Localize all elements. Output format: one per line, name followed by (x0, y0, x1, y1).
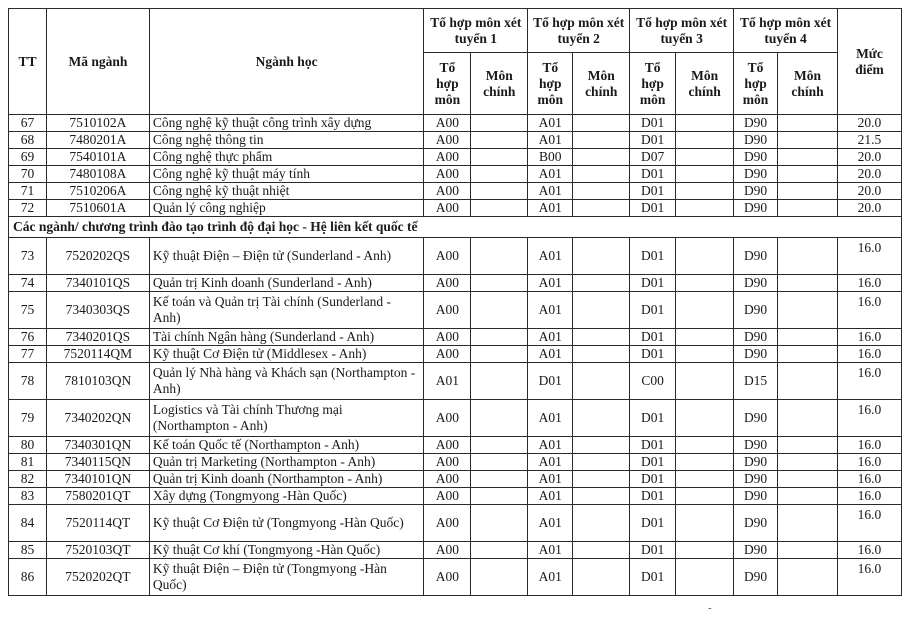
row-mon-chinh-3 (676, 363, 734, 400)
row-to-hop-1: A00 (424, 183, 471, 200)
row-to-hop-3: D01 (630, 400, 676, 437)
section-title: Các ngành/ chương trình đào tạo trình độ đại học - Hệ liên kết quốc tế (9, 217, 902, 238)
row-mon-chinh-4 (778, 346, 838, 363)
row-to-hop-2: A01 (528, 275, 573, 292)
row-to-hop-3: D01 (630, 166, 676, 183)
row-to-hop-2: A01 (528, 132, 573, 149)
row-mon-chinh-3 (676, 400, 734, 437)
row-to-hop-1: A00 (424, 471, 471, 488)
row-to-hop-3: D01 (630, 542, 676, 559)
row-nganh-hoc: Xây dựng (Tongmyong -Hàn Quốc) (149, 488, 424, 505)
row-ma-nganh: 7520114QM (46, 346, 149, 363)
table-row (9, 115, 902, 132)
row-tt: 78 (9, 363, 47, 400)
header-to-hop-mon-3: Tổ hợp môn (630, 53, 676, 115)
row-to-hop-3: D01 (630, 238, 676, 275)
header-group-3: Tổ hợp môn xét tuyển 3 (630, 9, 734, 53)
table-row (9, 275, 902, 292)
row-to-hop-1: A00 (424, 488, 471, 505)
row-to-hop-2: B00 (528, 149, 573, 166)
row-nganh-hoc: Công nghệ thông tin (149, 132, 424, 149)
row-tt: 84 (9, 505, 47, 542)
row-to-hop-1: A00 (424, 542, 471, 559)
row-to-hop-3: D01 (630, 115, 676, 132)
row-mon-chinh-3 (676, 329, 734, 346)
header-mon-chinh-2: Môn chính (573, 53, 630, 115)
row-to-hop-3: C00 (630, 363, 676, 400)
table-row (9, 471, 902, 488)
table-row (9, 542, 902, 559)
header-group-1: Tổ hợp môn xét tuyển 1 (424, 9, 528, 53)
row-tt: 67 (9, 115, 47, 132)
row-muc-diem: 16.0 (837, 471, 901, 488)
row-mon-chinh-3 (676, 292, 734, 329)
row-mon-chinh-2 (573, 437, 630, 454)
row-tt: 83 (9, 488, 47, 505)
row-to-hop-3: D01 (630, 437, 676, 454)
header-tt: TT (9, 9, 47, 115)
row-to-hop-3: D01 (630, 292, 676, 329)
row-mon-chinh-1 (471, 329, 528, 346)
row-ma-nganh: 7340301QN (46, 437, 149, 454)
row-muc-diem: 16.0 (837, 542, 901, 559)
row-mon-chinh-4 (778, 275, 838, 292)
row-mon-chinh-2 (573, 183, 630, 200)
row-ma-nganh: 7510601A (46, 200, 149, 217)
row-to-hop-3: D01 (630, 488, 676, 505)
row-to-hop-3: D01 (630, 346, 676, 363)
row-to-hop-1: A00 (424, 132, 471, 149)
table-row (9, 329, 902, 346)
row-tt: 71 (9, 183, 47, 200)
row-mon-chinh-3 (676, 488, 734, 505)
row-to-hop-3: D01 (630, 454, 676, 471)
row-mon-chinh-1 (471, 505, 528, 542)
row-mon-chinh-1 (471, 400, 528, 437)
row-muc-diem: 16.0 (837, 363, 901, 400)
row-tt: 70 (9, 166, 47, 183)
row-mon-chinh-4 (778, 200, 838, 217)
header-group-2: Tổ hợp môn xét tuyển 2 (528, 9, 630, 53)
row-to-hop-4: D90 (734, 292, 778, 329)
row-mon-chinh-1 (471, 363, 528, 400)
table-row (9, 166, 902, 183)
row-mon-chinh-2 (573, 238, 630, 275)
row-tt: 82 (9, 471, 47, 488)
row-mon-chinh-1 (471, 200, 528, 217)
row-nganh-hoc: Quản trị Marketing (Northampton - Anh) (149, 454, 424, 471)
row-to-hop-1: A00 (424, 166, 471, 183)
table-row (9, 400, 902, 437)
row-mon-chinh-1 (471, 166, 528, 183)
row-mon-chinh-2 (573, 559, 630, 596)
table-row (9, 183, 902, 200)
row-mon-chinh-3 (676, 437, 734, 454)
row-nganh-hoc: Kỹ thuật Điện – Điện tử (Sunderland - Anh) (149, 238, 424, 275)
row-to-hop-2: A01 (528, 200, 573, 217)
row-muc-diem: 16.0 (837, 505, 901, 542)
row-to-hop-2: A01 (528, 238, 573, 275)
header-mon-chinh-1: Môn chính (471, 53, 528, 115)
row-mon-chinh-3 (676, 505, 734, 542)
row-tt: 68 (9, 132, 47, 149)
row-mon-chinh-2 (573, 275, 630, 292)
row-to-hop-1: A00 (424, 454, 471, 471)
row-to-hop-2: A01 (528, 292, 573, 329)
row-mon-chinh-2 (573, 292, 630, 329)
row-ma-nganh: 7520202QT (46, 559, 149, 596)
row-to-hop-2: A01 (528, 437, 573, 454)
row-to-hop-4: D90 (734, 400, 778, 437)
row-ma-nganh: 7540101A (46, 149, 149, 166)
row-mon-chinh-1 (471, 149, 528, 166)
table-body-international (9, 238, 902, 596)
table-header (9, 9, 902, 115)
row-to-hop-4: D90 (734, 471, 778, 488)
table-row (9, 149, 902, 166)
header-to-hop-mon-4: Tổ hợp môn (734, 53, 778, 115)
row-to-hop-3: D01 (630, 559, 676, 596)
row-mon-chinh-2 (573, 166, 630, 183)
row-nganh-hoc: Công nghệ kỹ thuật máy tính (149, 166, 424, 183)
row-ma-nganh: 7580201QT (46, 488, 149, 505)
row-to-hop-2: A01 (528, 542, 573, 559)
row-ma-nganh: 7480201A (46, 132, 149, 149)
row-ma-nganh: 7810103QN (46, 363, 149, 400)
row-muc-diem: 20.0 (837, 200, 901, 217)
row-mon-chinh-2 (573, 363, 630, 400)
row-mon-chinh-2 (573, 329, 630, 346)
row-nganh-hoc: Quản trị Kinh doanh (Northampton - Anh) (149, 471, 424, 488)
row-nganh-hoc: Kỹ thuật Cơ khí (Tongmyong -Hàn Quốc) (149, 542, 424, 559)
row-mon-chinh-1 (471, 292, 528, 329)
footnote-mark: - (708, 602, 712, 614)
row-mon-chinh-3 (676, 559, 734, 596)
row-mon-chinh-2 (573, 505, 630, 542)
row-mon-chinh-1 (471, 115, 528, 132)
header-nganh-hoc: Ngành học (149, 9, 424, 115)
row-to-hop-4: D15 (734, 363, 778, 400)
row-muc-diem: 20.0 (837, 166, 901, 183)
row-tt: 77 (9, 346, 47, 363)
table-row (9, 238, 902, 275)
row-to-hop-1: A00 (424, 238, 471, 275)
header-muc-diem: Mức điểm (837, 9, 901, 115)
row-mon-chinh-3 (676, 166, 734, 183)
row-muc-diem: 16.0 (837, 346, 901, 363)
row-mon-chinh-1 (471, 471, 528, 488)
row-ma-nganh: 7510102A (46, 115, 149, 132)
row-to-hop-4: D90 (734, 559, 778, 596)
row-nganh-hoc: Kỹ thuật Cơ Điện tử (Middlesex - Anh) (149, 346, 424, 363)
row-to-hop-1: A00 (424, 200, 471, 217)
row-ma-nganh: 7520114QT (46, 505, 149, 542)
row-tt: 72 (9, 200, 47, 217)
row-mon-chinh-2 (573, 132, 630, 149)
table-row (9, 346, 902, 363)
table-row (9, 488, 902, 505)
row-mon-chinh-4 (778, 505, 838, 542)
header-to-hop-mon-1: Tổ hợp môn (424, 53, 471, 115)
section-row (9, 217, 902, 238)
row-mon-chinh-3 (676, 183, 734, 200)
row-to-hop-4: D90 (734, 542, 778, 559)
row-ma-nganh: 7340202QN (46, 400, 149, 437)
row-to-hop-1: A00 (424, 437, 471, 454)
header-ma-nganh: Mã ngành (46, 9, 149, 115)
row-to-hop-4: D90 (734, 132, 778, 149)
row-muc-diem: 16.0 (837, 292, 901, 329)
row-tt: 79 (9, 400, 47, 437)
row-tt: 75 (9, 292, 47, 329)
row-to-hop-1: A00 (424, 149, 471, 166)
row-muc-diem: 16.0 (837, 329, 901, 346)
row-muc-diem: 21.5 (837, 132, 901, 149)
table-row (9, 292, 902, 329)
row-to-hop-2: A01 (528, 346, 573, 363)
row-to-hop-3: D01 (630, 200, 676, 217)
row-to-hop-4: D90 (734, 329, 778, 346)
row-mon-chinh-4 (778, 292, 838, 329)
row-nganh-hoc: Quản trị Kinh doanh (Sunderland - Anh) (149, 275, 424, 292)
row-mon-chinh-4 (778, 115, 838, 132)
row-nganh-hoc: Công nghệ kỹ thuật công trình xây dựng (149, 115, 424, 132)
header-to-hop-mon-2: Tổ hợp môn (528, 53, 573, 115)
row-mon-chinh-3 (676, 238, 734, 275)
row-nganh-hoc: Quản lý công nghiệp (149, 200, 424, 217)
row-to-hop-2: A01 (528, 329, 573, 346)
row-muc-diem: 20.0 (837, 149, 901, 166)
row-muc-diem: 20.0 (837, 115, 901, 132)
row-ma-nganh: 7340115QN (46, 454, 149, 471)
row-tt: 73 (9, 238, 47, 275)
row-to-hop-4: D90 (734, 488, 778, 505)
admission-table-wrapper (8, 8, 902, 596)
row-mon-chinh-4 (778, 471, 838, 488)
row-nganh-hoc: Tài chính Ngân hàng (Sunderland - Anh) (149, 329, 424, 346)
row-to-hop-1: A00 (424, 275, 471, 292)
row-muc-diem: 20.0 (837, 183, 901, 200)
row-tt: 86 (9, 559, 47, 596)
row-to-hop-1: A00 (424, 346, 471, 363)
row-to-hop-1: A01 (424, 363, 471, 400)
row-to-hop-2: A01 (528, 559, 573, 596)
table-row (9, 200, 902, 217)
row-to-hop-2: A01 (528, 115, 573, 132)
row-nganh-hoc: Kế toán và Quản trị Tài chính (Sunderland - Anh) (149, 292, 424, 329)
row-mon-chinh-4 (778, 542, 838, 559)
row-ma-nganh: 7340101QS (46, 275, 149, 292)
row-to-hop-4: D90 (734, 437, 778, 454)
table-row (9, 505, 902, 542)
row-mon-chinh-4 (778, 183, 838, 200)
table-body-section (9, 217, 902, 238)
row-mon-chinh-2 (573, 346, 630, 363)
row-muc-diem: 16.0 (837, 238, 901, 275)
row-ma-nganh: 7340303QS (46, 292, 149, 329)
row-to-hop-2: D01 (528, 363, 573, 400)
row-ma-nganh: 7520202QS (46, 238, 149, 275)
row-muc-diem: 16.0 (837, 454, 901, 471)
row-mon-chinh-1 (471, 559, 528, 596)
row-to-hop-3: D01 (630, 183, 676, 200)
row-mon-chinh-2 (573, 149, 630, 166)
table-row (9, 454, 902, 471)
row-to-hop-3: D01 (630, 505, 676, 542)
row-to-hop-1: A00 (424, 400, 471, 437)
table-row (9, 437, 902, 454)
row-to-hop-2: A01 (528, 166, 573, 183)
row-mon-chinh-3 (676, 115, 734, 132)
row-mon-chinh-3 (676, 542, 734, 559)
row-ma-nganh: 7520103QT (46, 542, 149, 559)
row-mon-chinh-3 (676, 275, 734, 292)
row-mon-chinh-4 (778, 454, 838, 471)
row-to-hop-3: D01 (630, 275, 676, 292)
row-mon-chinh-3 (676, 149, 734, 166)
row-mon-chinh-4 (778, 132, 838, 149)
row-muc-diem: 16.0 (837, 400, 901, 437)
row-to-hop-3: D07 (630, 149, 676, 166)
row-nganh-hoc: Công nghệ thực phẩm (149, 149, 424, 166)
table-row (9, 559, 902, 596)
row-mon-chinh-4 (778, 400, 838, 437)
row-muc-diem: 16.0 (837, 275, 901, 292)
row-to-hop-2: A01 (528, 505, 573, 542)
row-mon-chinh-4 (778, 149, 838, 166)
row-to-hop-3: D01 (630, 329, 676, 346)
row-mon-chinh-2 (573, 488, 630, 505)
row-to-hop-4: D90 (734, 238, 778, 275)
row-to-hop-1: A00 (424, 115, 471, 132)
row-mon-chinh-3 (676, 200, 734, 217)
row-mon-chinh-1 (471, 183, 528, 200)
row-to-hop-4: D90 (734, 115, 778, 132)
row-muc-diem: 16.0 (837, 559, 901, 596)
row-to-hop-4: D90 (734, 454, 778, 471)
row-to-hop-4: D90 (734, 505, 778, 542)
row-nganh-hoc: Kỹ thuật Điện – Điện tử (Tongmyong -Hàn Quốc) (149, 559, 424, 596)
row-to-hop-4: D90 (734, 149, 778, 166)
row-mon-chinh-1 (471, 275, 528, 292)
row-mon-chinh-4 (778, 238, 838, 275)
row-to-hop-2: A01 (528, 454, 573, 471)
header-mon-chinh-3: Môn chính (676, 53, 734, 115)
row-mon-chinh-1 (471, 132, 528, 149)
row-mon-chinh-4 (778, 329, 838, 346)
row-mon-chinh-2 (573, 115, 630, 132)
row-mon-chinh-3 (676, 471, 734, 488)
row-to-hop-4: D90 (734, 346, 778, 363)
row-to-hop-1: A00 (424, 559, 471, 596)
row-mon-chinh-1 (471, 454, 528, 471)
row-mon-chinh-3 (676, 346, 734, 363)
row-nganh-hoc: Quản lý Nhà hàng và Khách sạn (Northampton - Anh) (149, 363, 424, 400)
row-mon-chinh-4 (778, 488, 838, 505)
header-mon-chinh-4: Môn chính (778, 53, 838, 115)
row-to-hop-1: A00 (424, 505, 471, 542)
row-ma-nganh: 7340201QS (46, 329, 149, 346)
row-mon-chinh-2 (573, 542, 630, 559)
row-mon-chinh-1 (471, 238, 528, 275)
table-row (9, 132, 902, 149)
row-to-hop-4: D90 (734, 183, 778, 200)
row-ma-nganh: 7480108A (46, 166, 149, 183)
row-to-hop-1: A00 (424, 329, 471, 346)
row-to-hop-4: D90 (734, 166, 778, 183)
row-tt: 69 (9, 149, 47, 166)
row-to-hop-3: D01 (630, 132, 676, 149)
row-mon-chinh-2 (573, 471, 630, 488)
row-ma-nganh: 7510206A (46, 183, 149, 200)
row-tt: 76 (9, 329, 47, 346)
row-to-hop-4: D90 (734, 275, 778, 292)
row-muc-diem: 16.0 (837, 488, 901, 505)
row-nganh-hoc: Kế toán Quốc tế (Northampton - Anh) (149, 437, 424, 454)
admission-table (8, 8, 902, 596)
row-mon-chinh-4 (778, 437, 838, 454)
row-mon-chinh-3 (676, 132, 734, 149)
row-nganh-hoc: Công nghệ kỹ thuật nhiệt (149, 183, 424, 200)
table-row (9, 363, 902, 400)
row-nganh-hoc: Logistics và Tài chính Thương mại (Northampton - Anh) (149, 400, 424, 437)
row-mon-chinh-4 (778, 559, 838, 596)
row-mon-chinh-4 (778, 363, 838, 400)
row-to-hop-2: A01 (528, 488, 573, 505)
row-nganh-hoc: Kỹ thuật Cơ Điện tử (Tongmyong -Hàn Quốc) (149, 505, 424, 542)
row-tt: 74 (9, 275, 47, 292)
row-to-hop-2: A01 (528, 471, 573, 488)
row-tt: 85 (9, 542, 47, 559)
row-mon-chinh-2 (573, 454, 630, 471)
row-ma-nganh: 7340101QN (46, 471, 149, 488)
table-body-main (9, 115, 902, 217)
row-to-hop-1: A00 (424, 292, 471, 329)
row-mon-chinh-1 (471, 488, 528, 505)
row-to-hop-4: D90 (734, 200, 778, 217)
row-mon-chinh-4 (778, 166, 838, 183)
row-mon-chinh-2 (573, 400, 630, 437)
header-group-4: Tổ hợp môn xét tuyển 4 (734, 9, 838, 53)
row-mon-chinh-1 (471, 542, 528, 559)
row-to-hop-3: D01 (630, 471, 676, 488)
row-to-hop-2: A01 (528, 400, 573, 437)
row-mon-chinh-3 (676, 454, 734, 471)
row-mon-chinh-1 (471, 437, 528, 454)
row-to-hop-2: A01 (528, 183, 573, 200)
row-mon-chinh-1 (471, 346, 528, 363)
row-mon-chinh-2 (573, 200, 630, 217)
row-tt: 81 (9, 454, 47, 471)
row-tt: 80 (9, 437, 47, 454)
row-muc-diem: 16.0 (837, 437, 901, 454)
